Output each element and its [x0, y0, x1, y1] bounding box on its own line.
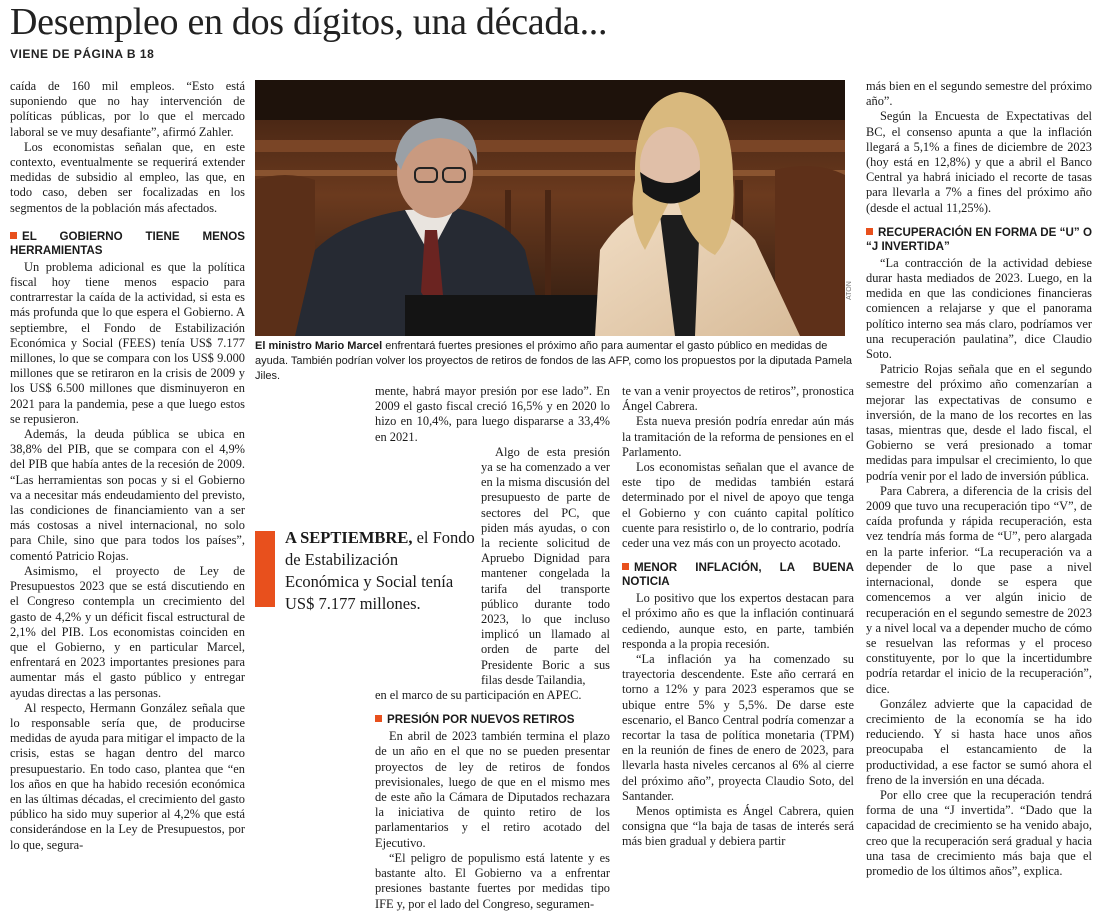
paragraph: Algo de esta presión ya se ha comenzado a ver en la misma discusión del presupuesto de parte de sectores del PC, que piden más ayudas, o con la reciente solicitud de Apruebo Dignidad para mantener congelada la tarifa del transporte público durante todo 2023, lo que incluso implicó un llamado al orden de parte del Presidente Boric a sus filas desde Tailandia, [481, 444, 610, 687]
column-1 [10, 79, 245, 853]
pullquote: A SEPTIEMBRE, el Fondo de Estabilización Económica y Social tenía US$ 7.177 millones. [285, 528, 475, 613]
column-4 [866, 79, 1092, 879]
square-bullet-icon [866, 228, 873, 235]
paragraph: En abril de 2023 también termina el plazo de un año en el que no se pueden presentar proyectos de ley de retiros de fondos previsionales, luego de que en el mismo mes de este año la Cámara de Diputados rechazara la iniciativa de quinto retiro de los parlamentarios y el retiro acotado del Ejecutivo. [375, 729, 610, 850]
column-3 [622, 384, 854, 850]
paragraph: Patricio Rojas señala que en el segundo semestre del próximo año comenzarían a mejorar las expectativas de consumo e inversión, de la mano de los recortes en las tasas, mientras que, desde el lado fiscal, el Gobierno se verá presionado a tomar medidas para impulsar el crecimiento, lo que podría venir por el lado de inversión pública. [866, 362, 1092, 483]
paragraph: Según la Encuesta de Expectativas del BC, el consenso apunta a que la inflación llegará a 5,1% a fines de diciembre de 2023 (hoy está en 12,8%) y que a abril el Banco Central ya habrá iniciado el recorte de tasas para llevarla a 7% a fines del próximo año (desde el actual 11,25%). [866, 109, 1092, 215]
paragraph: Los economistas señalan que, en este contexto, eventualmente se requerirá extender medidas de subsidio al empleo, las que, en todo caso, deben ser focalizadas en los segmentos de la población más afectados. [10, 139, 245, 215]
paragraph: te van a venir proyectos de retiros”, pronostica Ángel Cabrera. [622, 384, 854, 414]
news-photo [255, 80, 845, 336]
paragraph: Asimismo, el proyecto de Ley de Presupuestos 2023 que se está discutiendo en el Congreso contempla un crecimiento del gasto de 4,2% y un déficit fiscal estructural de 2,1% del PIB. Los economistas coinciden en que el Gobierno, y en particular Marcel, enfrentará en 2023 importantes presiones para aumentar más el gasto público y entregar ayudas directas a las personas. [10, 563, 245, 700]
square-bullet-icon [622, 563, 629, 570]
parliament-photo [255, 80, 845, 336]
continued-from-label: VIENE DE PÁGINA B 18 [10, 47, 155, 61]
paragraph: mente, habrá mayor presión por ese lado”. En 2009 el gasto fiscal creció 16,5% y en 2020 lo hizo en 10,4%, para luego dispararse a 33,4% en 2021. [375, 384, 610, 444]
column-2 [375, 384, 610, 912]
paragraph: “La contracción de la actividad debiese durar hasta mediados de 2023. Luego, en la medida en que las condiciones financieras comiencen a relajarse y que el panorama político interno sea más claro, podríamos ver una recuperación paulatina”, dice Claudio Soto. [866, 255, 1092, 362]
photo-caption: El ministro Mario Marcel enfrentará fuertes presiones el próximo año para aumentar el gasto público en medidas de ayuda. También podrían volver los proyectos de retiros de fondos de las AFP, como los propuestos por la diputada Pamela Jiles. [255, 340, 853, 382]
subheading: RECUPERACIÓN EN FORMA DE “U” O “J INVERTIDA” [866, 225, 1092, 253]
subheading: MENOR INFLACIÓN, LA BUENA NOTICIA [622, 561, 854, 589]
paragraph: Un problema adicional es que la política fiscal hoy tiene menos espacio para contrarrestar la caída de la actividad, si esta es más profunda que lo que espera el Gobierno. A septiembre, el Fondo de Estabilización Económica y Social (FEES) tenía US$ 7.177 millones, lo que se compara con los US$ 9.000 millones que se retiraron en la crisis de 2009 y los US$ 6.500 millones que disminuyeron en 2021 para la pandemia, pese a que luego estos se repusieron. [10, 259, 245, 426]
paragraph: Los economistas señalan que el avance de este tipo de medidas también estará determinado por el nivel de apoyo que tenga el Gobierno y con cuánto capital político cuente para resistirlo o, de lo contrario, podría ceder una vez más con un proyecto acotado. [622, 460, 854, 551]
paragraph: Al respecto, Hermann González señala que lo responsable sería que, de producirse medidas de ayuda para mitigar el impacto de la crisis, estas se hagan dentro del marco presupuestario. En todo caso, plantea que “en los años en que ha habido recesión económica en las últimas décadas, el crecimiento del gasto público ha sido muy superior al 4,2% que está considerándose en la Ley de Presupuestos, por lo que, segura- [10, 700, 245, 852]
paragraph: Por ello cree que la recuperación tendrá forma de una “J invertida”. “Dado que la capacidad de crecimiento se ha venido abajo, creo que la recuperación será gradual y hacia una tasa de crecimiento más baja que el promedio de los últimos años”, explica. [866, 787, 1092, 878]
subheading: EL GOBIERNO TIENE MENOS HERRAMIENTAS [10, 229, 245, 257]
paragraph: Además, la deuda pública se ubica en 38,8% del PIB, que se compara con el 4,9% del PIB que había antes de la recesión de 2009. “Las herramientas son pocas y si el Gobierno va a necesitar más endeudamiento del previsto, las condiciones de financiamiento van a ser más costosas a nivel internacional, no solo para Chile, sino que para todos los países”, comentó Patricio Rojas. [10, 427, 245, 563]
paragraph: “El peligro de populismo está latente y es bastante alto. El Gobierno va a enfrentar presiones bastante fuertes por medidas tipo IFE y, por el lado del Congreso, seguramen- [375, 850, 610, 911]
headline: Desempleo en dos dígitos, una década... [10, 1, 608, 43]
photo-credit: ATON [846, 281, 853, 300]
pullquote-accent-bar [255, 531, 275, 607]
paragraph: Lo positivo que los expertos destacan para el próximo año es que la inflación continuará cediendo, aunque esto, en parte, también responda a la propia recesión. [622, 591, 854, 651]
paragraph: Menos optimista es Ángel Cabrera, quien consigna que “la baja de tasas de interés será más bien gradual y debiera partir [622, 804, 854, 849]
paragraph: Para Cabrera, a diferencia de la crisis del 2009 que tuvo una recuperación tipo “V”, de caída profunda y rápida recuperación, esta vez tendría más forma de “U”, pero alargada en la parte inferior. “La recuperación va a depender de lo que pase a nivel internacional, donde se espera que comencemos a ver algún inicio de recuperación en el segundo semestre de 2023 y a nivel local va a depender mucho de cómo se resuelvan las reformas y el proceso constituyente, por lo que la incertidumbre podría retardar el inicio de la recuperación”, dice. [866, 483, 1092, 696]
paragraph: más bien en el segundo semestre del próximo año”. [866, 79, 1092, 109]
subheading: PRESIÓN POR NUEVOS RETIROS [375, 713, 610, 727]
square-bullet-icon [10, 232, 17, 239]
paragraph: caída de 160 mil empleos. “Esto está suponiendo que no hay intervención de políticas públicas, por lo que el mercado laboral se ve muy desafiante”, afirmó Zahler. [10, 79, 245, 139]
square-bullet-icon [375, 715, 382, 722]
paragraph: en el marco de su participación en APEC. [375, 688, 582, 703]
paragraph: Esta nueva presión podría enredar aún más la tramitación de la reforma de pensiones en el Parlamento. [622, 414, 854, 459]
paragraph: “La inflación ya ha comenzado su trayectoria descendente. Este año cerrará en torno a 12% y para 2023 esperamos que se ubique entre 5% y 5,5%. De darse este escenario, el Banco Central podría comenzar a recortar la tasa de política monetaria (TPM) en la reunión de fines de enero de 2023, para llevarla hasta niveles cercanos al 6% al cierre del próximo año”, proyecta Claudio Soto, del Santander. [622, 652, 854, 803]
paragraph: González advierte que la capacidad de crecimiento de la economía se ha ido reduciendo. Y si hasta hace unos años preocupaba el estancamiento de la productividad, a ese factor se sumó ahora el freno de la inversión en una década. [866, 696, 1092, 787]
